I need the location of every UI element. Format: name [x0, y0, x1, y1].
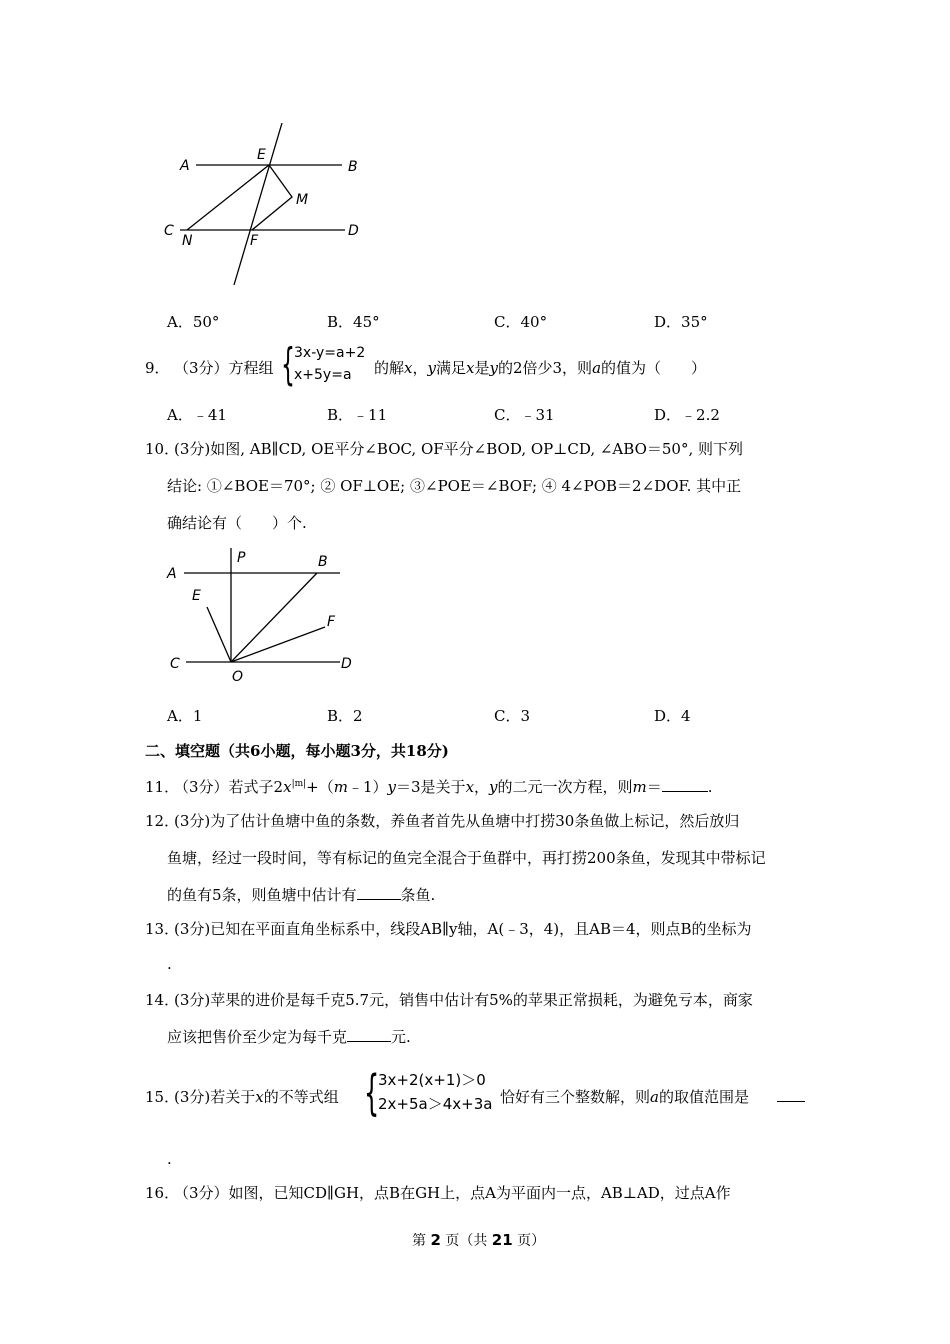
label-c: C: [170, 656, 180, 672]
q9-var-a: a: [592, 359, 602, 377]
footer-t1: 第: [412, 1233, 426, 1249]
label-a: A: [167, 566, 177, 582]
label-b: B: [318, 554, 328, 570]
section-heading-fill-blank: 二、填空题（共6小题，每小题3分，共18分): [145, 742, 449, 760]
page-footer: [412, 1230, 545, 1250]
q9-var-y: y: [427, 359, 436, 377]
q9-eq2: x+5y=a: [294, 367, 352, 383]
q9-comma: ，: [412, 359, 428, 377]
q12-line3: [167, 884, 435, 905]
label-d: D: [348, 223, 359, 239]
label-o: O: [232, 669, 244, 685]
q10-line3: 确结论有（ ）个.: [167, 514, 307, 532]
q11-number: 11．: [145, 778, 180, 796]
q9-number: 9．: [145, 359, 170, 377]
q12-line1: (3分)为了估计鱼塘中鱼的条数，养鱼者首先从鱼塘中打捞30条鱼做上标记，然后放归: [174, 812, 740, 830]
q10-option-c: C．3: [494, 707, 531, 725]
q12-number: 12．: [145, 812, 180, 830]
q11-exponent: |m|: [291, 779, 307, 789]
q9-text-c: 是: [474, 359, 490, 377]
q14-line2a: 应该把售价至少定为每千克: [167, 1028, 348, 1046]
q12-answer-blank[interactable]: [357, 885, 401, 900]
q13-line1: (3分)已知在平面直角坐标系中，线段AB∥y轴，A(﹣3，4)，且AB＝4，则点B的坐标为: [174, 920, 752, 938]
figure-q10: [160, 540, 370, 690]
q11-var-m2: m: [632, 778, 647, 796]
q11-t2: +（: [306, 778, 334, 796]
q15-number: 15．: [145, 1088, 180, 1106]
q8-option-a: A．50°: [167, 313, 220, 331]
ray-of: [231, 627, 325, 662]
q9-eq1: 3x-y=a+2: [294, 345, 366, 361]
q16-number: 16．: [145, 1184, 180, 1202]
q9-option-a: A．﹣41: [167, 406, 227, 424]
q15-t1: (3分)若关于: [174, 1088, 256, 1106]
q11-var-m: m: [333, 778, 348, 796]
q16-line1: （3分）如图，已知CD∥GH，点B在GH上，点A为平面内一点，AB⊥AD，过点A作: [174, 1184, 731, 1202]
q9-text-e: 的值为（ ）: [601, 359, 707, 377]
q9-score: （3分）方程组: [174, 359, 274, 377]
q15-eq2: 2x+5a＞4x+3a: [378, 1095, 493, 1113]
label-e: E: [192, 588, 201, 604]
q15-system: [378, 1068, 492, 1116]
label-b: B: [348, 159, 358, 175]
q15-answer-blank[interactable]: [777, 1087, 805, 1102]
label-n: N: [182, 233, 193, 249]
q9-text: [374, 357, 706, 378]
q11-var-x: x: [283, 778, 292, 796]
q10-line1: (3分)如图, AB∥CD, OE平分∠BOC, OF平分∠BOD, OP⊥CD, ∠ABO＝50°, 则下列: [174, 440, 743, 458]
q15-t2: 的不等式组: [263, 1088, 339, 1106]
q12-line2: 鱼塘，经过一段时间，等有标记的鱼完全混合于鱼群中，再打捞200条鱼，发现其中带标记: [167, 849, 766, 867]
q15-var-a: a: [650, 1088, 659, 1106]
footer-total-pages: 21: [491, 1231, 513, 1249]
q10-line2: 结论: ①∠BOE＝70°; ② OF⊥OE; ③∠POE＝∠BOF; ④ 4∠POB＝2∠DOF. 其中正: [167, 477, 742, 495]
q9-var-x: x: [404, 359, 413, 377]
q10-number: 10．: [145, 440, 180, 458]
q11-var-y: y: [387, 778, 397, 796]
q9-text-a: 的解: [374, 359, 405, 377]
q9-option-b: B．﹣11: [327, 406, 388, 424]
q8-option-b: B．45°: [327, 313, 380, 331]
label-m: M: [296, 192, 309, 208]
footer-t2: 页（共: [445, 1233, 488, 1249]
q13-number: 13．: [145, 920, 180, 938]
q11-var-y2: y: [489, 778, 498, 796]
q14-line2: [167, 1026, 411, 1047]
q15-t4: 的取值范围是: [658, 1088, 749, 1106]
q11-t5: ，: [474, 778, 490, 796]
q15-t3: 恰好有三个整数解，则: [500, 1088, 651, 1106]
q11-t8: .: [707, 778, 713, 796]
q11-t3: ﹣1）: [347, 778, 388, 796]
ray-ob: [231, 573, 317, 662]
label-f: F: [327, 614, 336, 630]
q11-t6: 的二元一次方程，则: [497, 778, 633, 796]
q15-var-x: x: [255, 1088, 264, 1106]
q9-option-d: D．﹣2.2: [654, 406, 720, 424]
footer-page-number: 2: [430, 1231, 441, 1249]
segment-emf: [252, 165, 292, 230]
ray-oe: [207, 607, 231, 662]
q11-t1: （3分）若式子2: [174, 778, 284, 796]
q9-system: [294, 342, 365, 386]
q11-t4: ＝3是关于: [396, 778, 466, 796]
q11-text: [174, 776, 713, 797]
q10-option-b: B．2: [327, 707, 363, 725]
q15-eq1: 3x+2(x+1)＞0: [378, 1071, 486, 1089]
q11-answer-blank[interactable]: [662, 777, 708, 792]
q11-t7: ＝: [646, 778, 662, 796]
label-p: P: [237, 550, 246, 566]
q9-text-d: 的2倍少3，则: [497, 359, 593, 377]
label-f: F: [250, 233, 259, 249]
label-d: D: [341, 656, 352, 672]
q12-line3a: 的鱼有5条，则鱼塘中估计有: [167, 886, 357, 904]
q15-brace: {: [364, 1065, 380, 1121]
label-a: A: [180, 158, 190, 174]
q14-line2b: 元.: [391, 1028, 411, 1046]
q15-line2: .: [167, 1150, 172, 1168]
q13-line2: .: [167, 955, 172, 973]
label-e: E: [257, 147, 266, 163]
q8-option-c: C．40°: [494, 313, 548, 331]
footer-t3: 页）: [517, 1233, 546, 1249]
q9-text-b: 满足: [435, 359, 466, 377]
figure-q8: [150, 115, 380, 295]
q15-text-left: [174, 1086, 339, 1107]
q15-text-right: [500, 1086, 749, 1107]
q11-var-x2: x: [465, 778, 475, 796]
q9-var-x2: x: [466, 359, 475, 377]
q9-option-c: C．﹣31: [494, 406, 555, 424]
q14-number: 14．: [145, 991, 180, 1009]
segment-en: [187, 165, 269, 230]
q9-var-y2: y: [489, 359, 498, 377]
q14-line1: (3分)苹果的进价是每千克5.7元，销售中估计有5%的苹果正常损耗，为避免亏本，商家: [174, 991, 753, 1009]
q9-brace: {: [281, 339, 295, 390]
q12-line3b: 条鱼.: [400, 886, 436, 904]
label-c: C: [164, 223, 174, 239]
q14-answer-blank[interactable]: [347, 1027, 391, 1042]
q10-option-d: D．4: [654, 707, 691, 725]
q8-option-d: D．35°: [654, 313, 708, 331]
q10-option-a: A．1: [167, 707, 203, 725]
